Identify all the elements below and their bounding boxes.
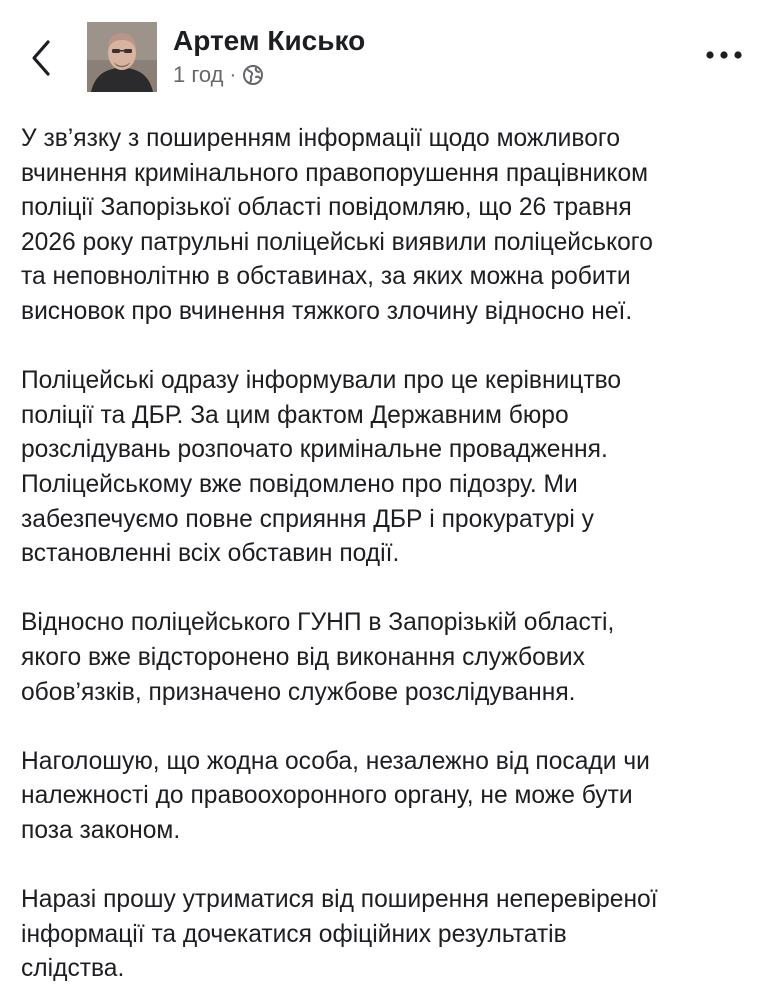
chevron-left-icon	[22, 32, 62, 84]
post-meta	[173, 62, 264, 88]
post-paragraph-3: Відносно поліцейського ГУНП в Запорізькій області, якого вже відсторонено від виконання службових обов’язків, призначено службове розслідування.	[21, 609, 615, 706]
post-paragraph-5: Наразі прошу утриматися від поширення неперевіреної інформації та дочекатися офіційних результатів слідства.	[21, 886, 658, 983]
author-name[interactable]: Артем Кисько	[173, 25, 366, 56]
more-horizontal-icon	[702, 40, 746, 70]
post-header	[0, 0, 768, 110]
globe-icon[interactable]	[242, 64, 264, 86]
meta-separator: ·	[229, 63, 237, 86]
post-paragraph-4: Наголошую, що жодна особа, незалежно від посади чи належності до правоохоронного органу, не може бути поза законом.	[21, 747, 650, 844]
back-button[interactable]	[22, 32, 62, 84]
post-time[interactable]: 1 год	[173, 62, 224, 87]
post-paragraph-2: Поліцейські одразу інформували про це керівництво поліції та ДБР. За цим фактом Державним бюро розслідувань розпочато кримінальне провадження. Поліцейському вже повідомлено про підозру. Ми забезпечуємо повне сприяння ДБР і прокуратурі у встановленні всіх обставин події.	[21, 367, 622, 568]
more-options-button[interactable]	[702, 40, 746, 70]
avatar-photo	[87, 22, 157, 92]
post-paragraph-1: У зв’язку з поширенням інформації щодо можливого вчинення кримінального правопорушення працівником поліції Запорізької області повідомляю, що 26 травня 2026 року патрульні поліцейські виявили поліцейського та неповнолітню в обставинах, за яких можна робити висновок про вчинення тяжкого злочину відносно неї.	[21, 125, 653, 325]
post-text	[21, 122, 751, 987]
avatar[interactable]	[87, 22, 157, 92]
